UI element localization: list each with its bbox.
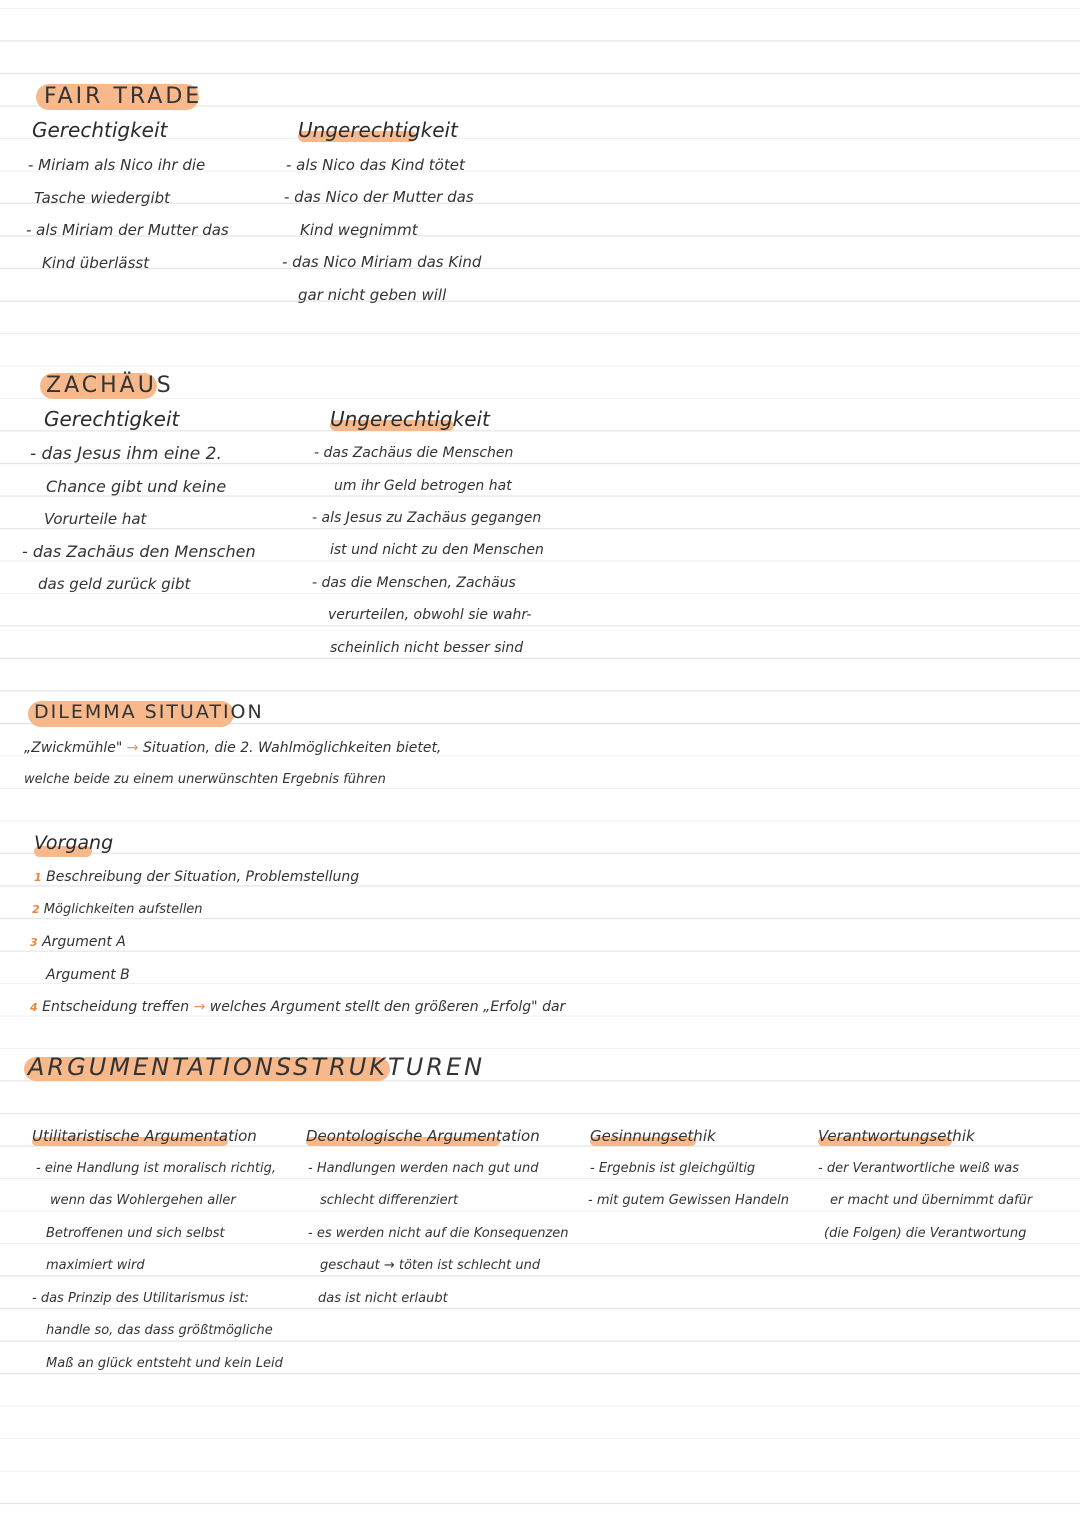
fair-trade-injustice-line: - das Nico der Mutter das xyxy=(284,188,474,206)
deontological-heading: Deontologische Argumentation xyxy=(306,1127,540,1145)
fair-trade-injustice-line: - das Nico Miriam das Kind xyxy=(282,253,482,271)
dilemma-definition xyxy=(24,740,441,756)
gesinnungsethik-line: - mit gutem Gewissen Handeln xyxy=(588,1193,790,1208)
verantwortungsethik-line: er macht und übernimmt dafür xyxy=(830,1193,1033,1208)
zachaeus-injustice-line: verurteilen, obwohl sie wahr- xyxy=(328,607,532,623)
verantwortungsethik-line: (die Folgen) die Verantwortung xyxy=(824,1226,1027,1241)
gesinnungsethik-heading: Gesinnungsethik xyxy=(590,1127,716,1145)
process-step xyxy=(32,902,203,917)
zachaeus-injustice-line: um ihr Geld betrogen hat xyxy=(334,478,512,494)
step-number: 4 xyxy=(30,1001,38,1014)
arrow-icon: → xyxy=(193,999,206,1015)
arguments-title: ARGUMENTATIONSSTRUKTUREN xyxy=(28,1053,486,1081)
dilemma-term: „Zwickmühle" xyxy=(24,740,123,756)
deontological-line: - Handlungen werden nach gut und xyxy=(308,1161,539,1176)
zachaeus-justice-line: - das Jesus ihm eine 2. xyxy=(30,444,222,464)
utilitarian-line: Maß an glück entsteht und kein Leid xyxy=(46,1356,283,1371)
deontological-line: geschaut → töten ist schlecht und xyxy=(320,1258,541,1273)
utilitarian-line: - eine Handlung ist moralisch richtig, xyxy=(36,1161,277,1176)
step-text: Beschreibung der Situation, Problemstellung xyxy=(46,869,360,885)
fair-trade-injustice-line: gar nicht geben will xyxy=(298,286,447,304)
gesinnungsethik-line: - Ergebnis ist gleichgültig xyxy=(590,1161,756,1176)
process-step xyxy=(34,869,359,885)
step-text-rest: welches Argument stellt den größeren „Erfolg" dar xyxy=(209,999,566,1015)
zachaeus-injustice-line: scheinlich nicht besser sind xyxy=(330,640,524,656)
zachaeus-injustice-line: - das Zachäus die Menschen xyxy=(314,445,514,461)
fair-trade-title: FAIR TRADE xyxy=(44,84,203,109)
step-text: Argument A xyxy=(42,934,126,950)
dilemma-process-heading: Vorgang xyxy=(34,832,114,854)
zachaeus-justice-line: - das Zachäus den Menschen xyxy=(22,542,256,561)
verantwortungsethik-heading: Verantwortungsethik xyxy=(818,1127,975,1145)
arrow-icon: → xyxy=(126,740,139,756)
zachaeus-justice-line: das geld zurück gibt xyxy=(38,575,191,593)
deontological-line: - es werden nicht auf die Konsequenzen xyxy=(308,1226,569,1241)
zachaeus-title: ZACHÄUS xyxy=(46,373,174,398)
utilitarian-line: maximiert wird xyxy=(46,1258,145,1273)
verantwortungsethik-line: - der Verantwortliche weiß was xyxy=(818,1161,1020,1176)
zachaeus-injustice-heading: Ungerechtigkeit xyxy=(330,407,490,431)
step-number: 3 xyxy=(30,936,38,949)
utilitarian-line: Betroffenen und sich selbst xyxy=(46,1226,225,1241)
dilemma-def-line2: welche beide zu einem unerwünschten Ergebnis führen xyxy=(24,772,386,787)
step-number: 1 xyxy=(34,871,42,884)
fair-trade-justice-line: - Miriam als Nico ihr die xyxy=(28,156,206,174)
zachaeus-injustice-line: - als Jesus zu Zachäus gegangen xyxy=(312,510,542,526)
fair-trade-injustice-heading: Ungerechtigkeit xyxy=(298,118,458,142)
zachaeus-justice-line: Vorurteile hat xyxy=(44,510,147,528)
step-text: Entscheidung treffen xyxy=(42,999,190,1015)
zachaeus-injustice-line: - das die Menschen, Zachäus xyxy=(312,575,516,591)
zachaeus-injustice-line: ist und nicht zu den Menschen xyxy=(330,542,544,558)
fair-trade-justice-line: - als Miriam der Mutter das xyxy=(26,221,229,239)
utilitarian-heading: Utilitaristische Argumentation xyxy=(32,1127,257,1145)
utilitarian-line: wenn das Wohlergehen aller xyxy=(50,1193,236,1208)
zachaeus-justice-line: Chance gibt und keine xyxy=(46,477,227,496)
step-number: 2 xyxy=(32,903,40,916)
process-step xyxy=(46,967,130,983)
dilemma-title: DILEMMA SITUATION xyxy=(34,701,264,723)
step-text: Argument B xyxy=(46,967,130,983)
fair-trade-injustice-line: Kind wegnimmt xyxy=(300,221,418,239)
process-step xyxy=(30,999,565,1015)
fair-trade-injustice-line: - als Nico das Kind tötet xyxy=(286,156,465,174)
deontological-line: schlecht differenziert xyxy=(320,1193,459,1208)
fair-trade-justice-heading: Gerechtigkeit xyxy=(32,118,168,142)
dilemma-def-line1: Situation, die 2. Wahlmöglichkeiten bietet, xyxy=(142,740,442,756)
deontological-line: das ist nicht erlaubt xyxy=(318,1291,448,1306)
zachaeus-justice-heading: Gerechtigkeit xyxy=(44,407,180,431)
fair-trade-justice-line: Kind überlässt xyxy=(42,254,150,272)
utilitarian-line: handle so, das dass größtmögliche xyxy=(46,1323,273,1338)
step-text: Möglichkeiten aufstellen xyxy=(43,902,203,917)
utilitarian-line: - das Prinzip des Utilitarismus ist: xyxy=(32,1291,249,1306)
fair-trade-justice-line: Tasche wiedergibt xyxy=(34,189,171,207)
process-step xyxy=(30,934,126,950)
